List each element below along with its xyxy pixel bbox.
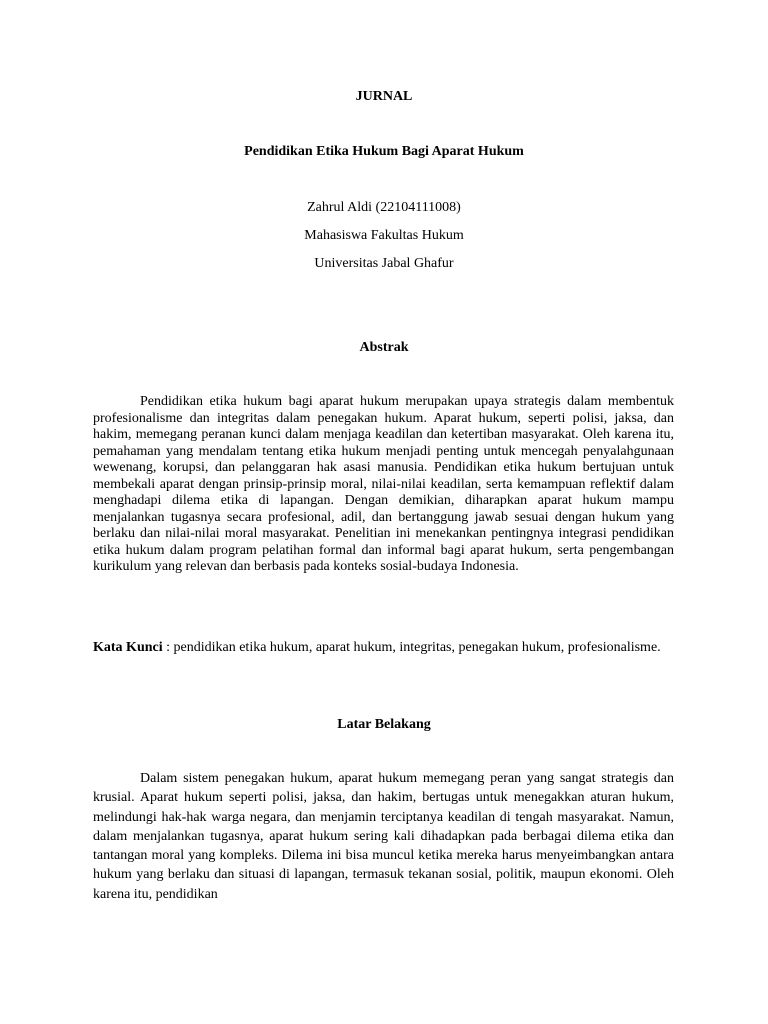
- journal-label: JURNAL: [355, 89, 413, 104]
- document-title: Pendidikan Etika Hukum Bagi Aparat Hukum: [244, 144, 524, 159]
- background-heading: Latar Belakang: [337, 717, 431, 732]
- keywords-text: : pendidikan etika hukum, aparat hukum, integritas, penegakan hukum, profesionalisme.: [162, 640, 661, 655]
- background-paragraph: Dalam sistem penegakan hukum, aparat hukum memegang peran yang sangat strategis dan krusial. Aparat hukum seperti polisi, jaksa, dan hakim, bertugas untuk menegakkan aturan hukum, melindungi hak-hak warga negara, dan menjamin terciptanya keadilan di tengah masyarakat. Namun, dalam menjalankan tugasnya, aparat hukum sering kali dihadapkan pada berbagai dilema etika dan tantangan moral yang kompleks. Dilema ini bisa muncul ketika mereka harus menyeimbangkan antara hukum yang berlaku dan situasi di lapangan, termasuk tekanan sosial, politik, maupun ekonomi. Oleh karena itu, pendidikan: [93, 771, 674, 902]
- author-name: Zahrul Aldi (22104111008): [307, 200, 461, 215]
- keywords-paragraph: [93, 639, 674, 656]
- author-university: Universitas Jabal Ghafur: [314, 256, 454, 271]
- abstract-heading: Abstrak: [359, 340, 409, 355]
- author-faculty: Mahasiswa Fakultas Hukum: [304, 228, 464, 243]
- abstract-paragraph: Pendidikan etika hukum bagi aparat hukum merupakan upaya strategis dalam membentuk profesionalisme dan integritas dalam penegakan hukum. Aparat hukum, seperti polisi, jaksa, dan hakim, memegang peranan kunci dalam menjaga keadilan dan ketertiban masyarakat. Oleh karena itu, pemahaman yang mendalam tentang etika hukum menjadi penting untuk mencegah penyalahgunaan wewenang, korupsi, dan pelanggaran hak asasi manusia. Pendidikan etika hukum bertujuan untuk membekali aparat dengan prinsip-prinsip moral, nilai-nilai keadilan, serta kemampuan reflektif dalam menghadapi dilema etika di lapangan. Dengan demikian, diharapkan aparat hukum mampu menjalankan tugasnya secara profesional, adil, dan bertanggung jawab sesuai dengan hukum yang berlaku dan nilai-nilai moral masyarakat. Penelitian ini menekankan pentingnya integrasi pendidikan etika hukum dalam program pelatihan formal dan informal bagi aparat hukum, serta pengembangan kurikulum yang relevan dan berbasis pada konteks sosial-budaya Indonesia.: [93, 394, 674, 575]
- keywords-label: Kata Kunci: [93, 640, 163, 655]
